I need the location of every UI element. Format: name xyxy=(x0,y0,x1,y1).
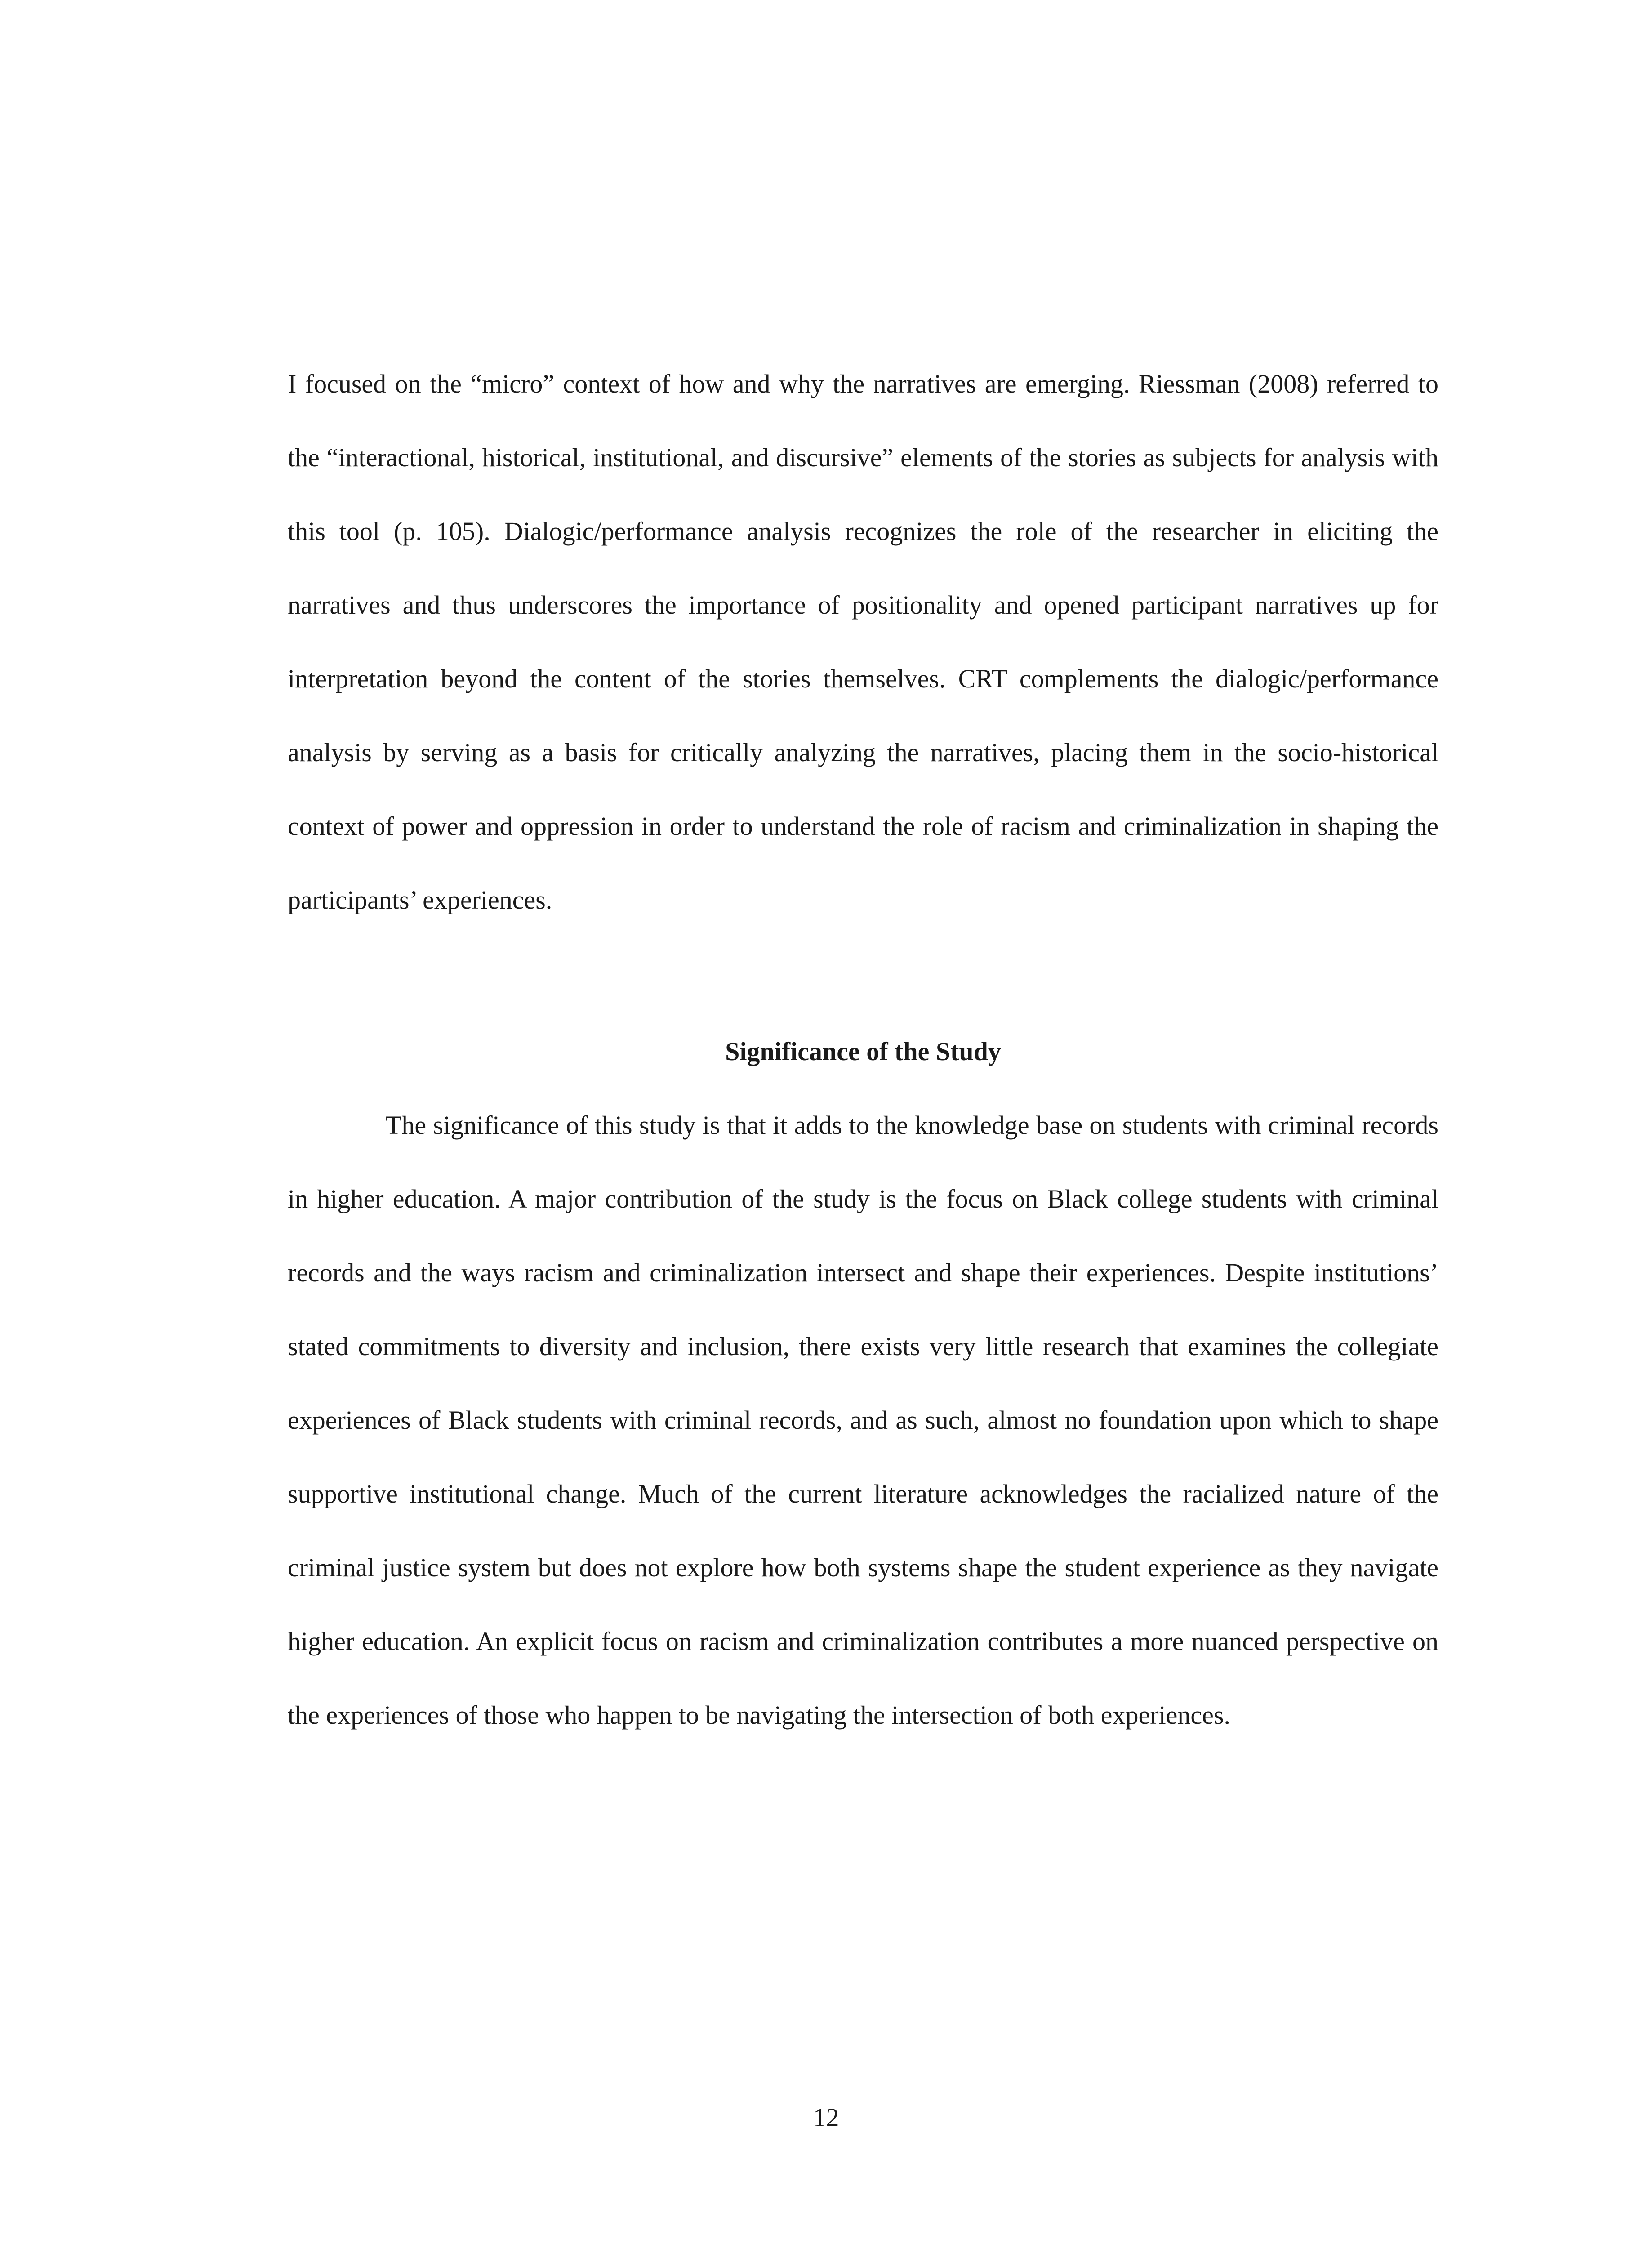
body-paragraph-significance: The significance of this study is that it adds to the knowledge base on students with criminal records in higher education. A major contribution of the study is the focus on Black college students with criminal records and the ways racism and criminalization intersect and shape their experiences. Despite institutions’ stated commitments to diversity and inclusion, there exists very little research that examines the collegiate experiences of Black students with criminal records, and as such, almost no foundation upon which to shape supportive institutional change. Much of the current literature acknowledges the racialized nature of the criminal justice system but does not explore how both systems shape the student experience as they navigate higher education. An explicit focus on racism and criminalization contributes a more nuanced perspective on the experiences of those who happen to be navigating the intersection of both experiences. xyxy=(288,1111,1438,1730)
body-paragraph-positionality: I focused on the “micro” context of how and why the narratives are emerging. Riessman (2008) referred to the “interactional, historical, institutional, and discursive” elements of the stories as subjects for analysis with this tool (p. 105). Dialogic/performance analysis recognizes the role of the researcher in eliciting the narratives and thus underscores the importance of positionality and opened participant narratives up for interpretation beyond the content of the stories themselves. CRT complements the dialogic/performance analysis by serving as a basis for critically analyzing the narratives, placing them in the socio-historical context of power and oppression in order to understand the role of racism and criminalization in shaping the participants’ experiences. xyxy=(288,369,1438,914)
page-number: 12 xyxy=(813,2103,839,2132)
section-heading: Significance of the Study xyxy=(725,1037,1001,1066)
